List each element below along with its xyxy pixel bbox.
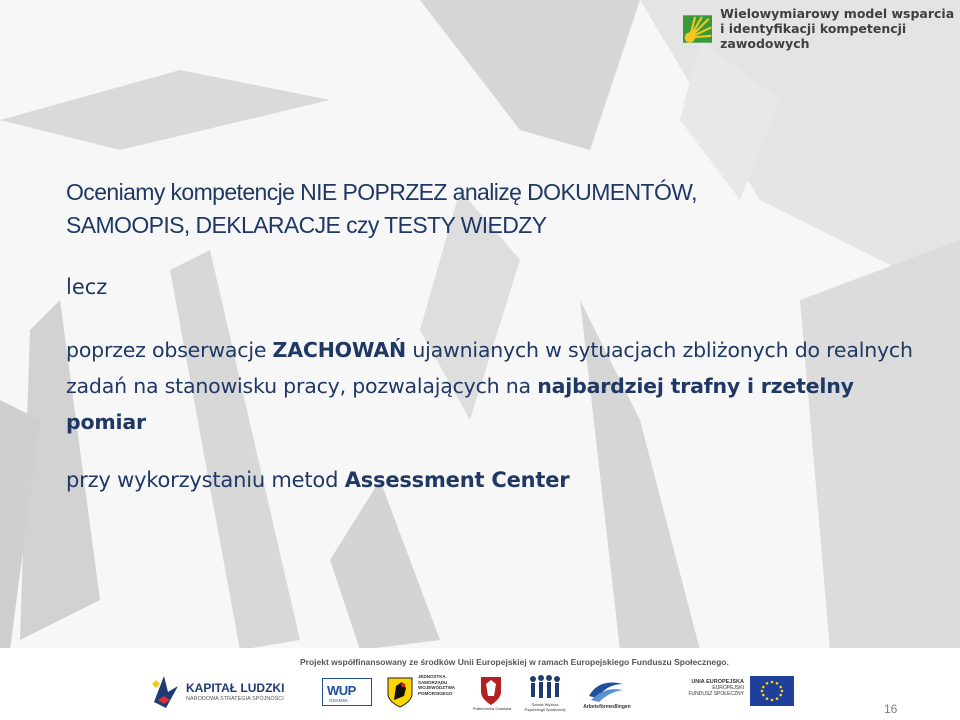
cofinance-note: Projekt współfinansowany ze środków Unii Europejskiej w ramach Europejskiego Funduszu Społecznego. (300, 657, 729, 667)
p3-part-a: poprzez obserwacje (66, 338, 273, 362)
p3-bold-behaviours: ZACHOWAŃ (272, 338, 407, 362)
paragraph-1-line-1: Oceniamy kompetencje NIE POPRZEZ analizę DOKUMENTÓW, (66, 179, 697, 205)
wup-label: WUP (327, 683, 356, 698)
red-crest-icon (480, 676, 502, 706)
eu-flag-icon (750, 676, 794, 706)
page-number: 16 (884, 702, 898, 716)
p4-part-a: przy wykorzystaniu metod (66, 468, 345, 492)
people-figures-icon (528, 674, 562, 700)
eu-text (684, 679, 744, 697)
sunburst-logo-icon (683, 13, 712, 45)
header-logo-text (720, 6, 960, 51)
eu-line2: EUROPEJSKI (712, 685, 744, 691)
kapital-ludzki-text (186, 681, 284, 702)
p3-bold-measurement: najbardziej trafny i rzetelny pomiar (66, 374, 854, 434)
footer (0, 648, 960, 720)
pomorze-text: JEDNOSTKA SAMORZĄDU WOJEWÓDZTWA POMORSKIEGO (418, 674, 455, 696)
wup-logo (322, 678, 372, 706)
kapital-ludzki-title: KAPITAŁ LUDZKI (186, 680, 285, 695)
people-logo-text: Szkoła Wyższa Psychologii Społecznej (524, 702, 566, 712)
griffin-crest-icon (386, 676, 414, 708)
wave-logo-text: Arbetsförmedlingen (583, 704, 631, 710)
paragraph-observation (66, 332, 926, 440)
p4-bold-assessment-center: Assessment Center (344, 468, 570, 492)
red-logo-text: Politechnika Gdańska (472, 706, 512, 711)
kapital-ludzki-logo (150, 672, 284, 710)
header-logo-line1: Wielowymiarowy model wsparcia (720, 6, 955, 21)
wup-subtitle: GDAŃSK (329, 698, 349, 703)
wave-icon (587, 676, 625, 704)
eu-line1: UNIA EUROPEJSKA (691, 679, 744, 685)
eu-line3: FUNDUSZ SPOŁECZNY (688, 691, 744, 697)
paragraph-lecz: lecz (66, 275, 108, 299)
p3-part-c: ujawnianych w sytuacjach zbliżonych do realnych zadań na stanowisku pracy, pozwalających na (66, 338, 913, 398)
sponsor-logos (0, 670, 960, 716)
kapital-ludzki-subtitle: NARODOWA STRATEGIA SPÓJNOŚCI (186, 695, 284, 702)
header-logo-line2: i identyfikacji kompetencji zawodowych (720, 21, 907, 51)
kapital-ludzki-star-icon (150, 672, 180, 710)
header-logo (683, 6, 960, 51)
paragraph-assessment-not (66, 176, 926, 242)
paragraph-1-line-2: SAMOOPIS, DEKLARACJE czy TESTY WIEDZY (66, 212, 547, 238)
slide-content (66, 176, 926, 496)
paragraph-method (66, 464, 926, 496)
